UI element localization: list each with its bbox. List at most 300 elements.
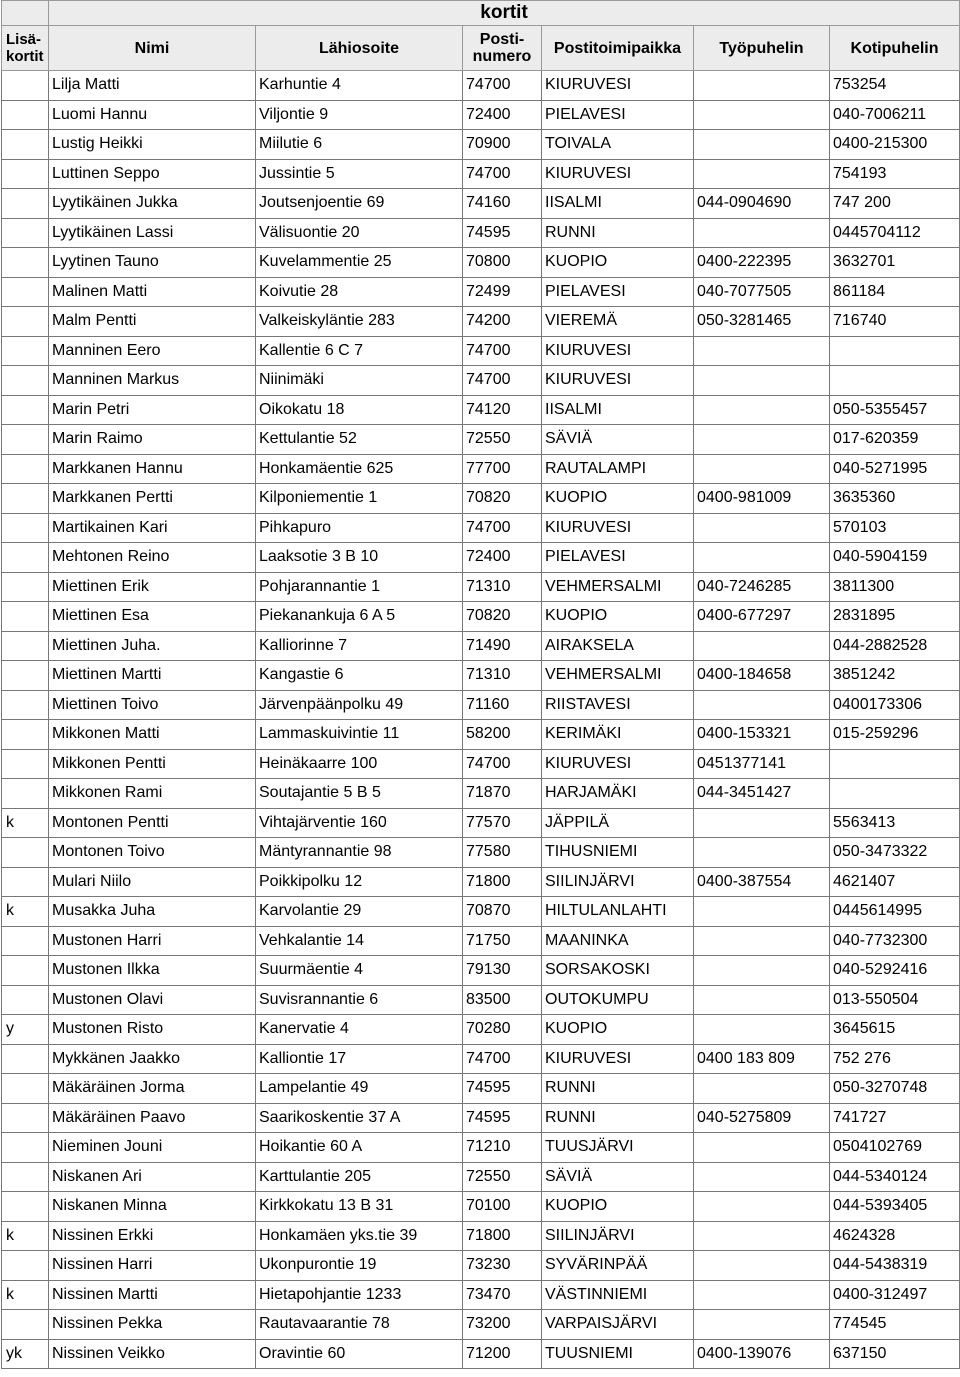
cell-address: Lammaskuivintie 11 [256,720,463,750]
cell-lisakortit: yk [2,1339,49,1369]
cell-city: RUNNI [542,1103,694,1133]
cell-home-phone: 044-5340124 [830,1162,960,1192]
cell-name: Mustonen Olavi [49,985,256,1015]
cell-name: Mulari Niilo [49,867,256,897]
cell-work-phone: 0400-981009 [694,484,830,514]
cell-lisakortit [2,189,49,219]
cell-home-phone: 752 276 [830,1044,960,1074]
cell-home-phone: 774545 [830,1310,960,1340]
cell-work-phone [694,808,830,838]
cell-lisakortit [2,690,49,720]
cell-city: IISALMI [542,395,694,425]
table-row [2,720,960,750]
cell-zip: 70870 [463,897,542,927]
cell-city: KIURUVESI [542,1044,694,1074]
cell-address: Saarikoskentie 37 A [256,1103,463,1133]
cell-lisakortit [2,159,49,189]
cell-lisakortit [2,661,49,691]
cell-lisakortit [2,1251,49,1281]
cell-address: Kettulantie 52 [256,425,463,455]
cell-work-phone: 0400 183 809 [694,1044,830,1074]
cell-lisakortit: k [2,1280,49,1310]
cell-name: Mikkonen Pentti [49,749,256,779]
cell-work-phone: 044-0904690 [694,189,830,219]
cell-lisakortit [2,838,49,868]
cell-zip: 58200 [463,720,542,750]
table-row [2,277,960,307]
cell-zip: 70900 [463,130,542,160]
cell-address: Honkamäen yks.tie 39 [256,1221,463,1251]
cell-lisakortit [2,1162,49,1192]
cell-address: Oravintie 60 [256,1339,463,1369]
cell-zip: 73230 [463,1251,542,1281]
table-row [2,985,960,1015]
cell-work-phone [694,130,830,160]
cell-city: RUNNI [542,1074,694,1104]
cell-address: Kilponiementie 1 [256,484,463,514]
cell-address: Jussintie 5 [256,159,463,189]
cell-name: Marin Raimo [49,425,256,455]
cell-city: TIHUSNIEMI [542,838,694,868]
cell-home-phone: 5563413 [830,808,960,838]
cell-city: KIURUVESI [542,366,694,396]
cell-city: SIILINJÄRVI [542,1221,694,1251]
table-row [2,808,960,838]
cell-work-phone: 0400-677297 [694,602,830,632]
cell-lisakortit [2,277,49,307]
cell-home-phone: 0504102769 [830,1133,960,1163]
table-row [2,926,960,956]
cell-zip: 71870 [463,779,542,809]
cell-name: Mustonen Harri [49,926,256,956]
cell-zip: 72400 [463,100,542,130]
cell-lisakortit: k [2,897,49,927]
cell-city: PIELAVESI [542,277,694,307]
lisakortit-label: Lisä- kortit [6,31,44,65]
cell-home-phone: 4621407 [830,867,960,897]
table-row [2,779,960,809]
cell-address: Soutajantie 5 B 5 [256,779,463,809]
cell-home-phone: 754193 [830,159,960,189]
cell-zip: 71200 [463,1339,542,1369]
cell-city: TUUSNIEMI [542,1339,694,1369]
cell-lisakortit [2,513,49,543]
cell-work-phone [694,366,830,396]
cell-city: RIISTAVESI [542,690,694,720]
cell-work-phone: 044-3451427 [694,779,830,809]
cell-city: KUOPIO [542,248,694,278]
cell-city: KERIMÄKI [542,720,694,750]
table-row [2,1310,960,1340]
cell-lisakortit [2,71,49,101]
cell-address: Hietapohjantie 1233 [256,1280,463,1310]
cell-address: Laaksotie 3 B 10 [256,543,463,573]
cell-zip: 71800 [463,1221,542,1251]
cell-name: Nissinen Martti [49,1280,256,1310]
cell-city: SÄVIÄ [542,1162,694,1192]
table-row [2,1251,960,1281]
cell-work-phone [694,454,830,484]
table-row [2,867,960,897]
cell-lisakortit [2,454,49,484]
table-row [2,484,960,514]
table-row [2,425,960,455]
table-title: kortit [49,1,960,26]
cell-address: Suvisrannantie 6 [256,985,463,1015]
cell-address: Kalliontie 17 [256,1044,463,1074]
cell-home-phone: 044-5393405 [830,1192,960,1222]
cell-zip: 70820 [463,602,542,632]
cell-name: Lyytikäinen Lassi [49,218,256,248]
cell-name: Nissinen Pekka [49,1310,256,1340]
cell-city: PIELAVESI [542,543,694,573]
table-row [2,1103,960,1133]
cell-name: Niskanen Minna [49,1192,256,1222]
cell-address: Karhuntie 4 [256,71,463,101]
cell-home-phone: 637150 [830,1339,960,1369]
cell-home-phone: 0445704112 [830,218,960,248]
table-row [2,307,960,337]
cell-work-phone [694,71,830,101]
cell-zip: 74700 [463,366,542,396]
cell-city: VEHMERSALMI [542,661,694,691]
cell-lisakortit [2,867,49,897]
cell-zip: 71160 [463,690,542,720]
cell-city: VIEREMÄ [542,307,694,337]
cell-home-phone: 741727 [830,1103,960,1133]
cell-city: KIURUVESI [542,749,694,779]
cell-home-phone [830,336,960,366]
cell-work-phone [694,159,830,189]
cell-address: Hoikantie 60 A [256,1133,463,1163]
table-row [2,897,960,927]
cell-home-phone: 0400173306 [830,690,960,720]
cell-city: KUOPIO [542,484,694,514]
cell-zip: 71490 [463,631,542,661]
cell-name: Lilja Matti [49,71,256,101]
cell-city: RUNNI [542,218,694,248]
cell-work-phone: 0400-387554 [694,867,830,897]
cell-home-phone: 050-5355457 [830,395,960,425]
table-row [2,366,960,396]
table-row [2,1192,960,1222]
table-row [2,690,960,720]
cell-work-phone: 0400-222395 [694,248,830,278]
cell-name: Nissinen Erkki [49,1221,256,1251]
postinumero-label: Posti- numero [472,31,532,65]
cell-lisakortit [2,1192,49,1222]
cell-name: Montonen Toivo [49,838,256,868]
cell-work-phone: 0400-184658 [694,661,830,691]
cell-city: SYVÄRINPÄÄ [542,1251,694,1281]
cell-work-phone [694,1133,830,1163]
cell-work-phone [694,690,830,720]
cell-work-phone [694,100,830,130]
cell-name: Lustig Heikki [49,130,256,160]
cell-zip: 73200 [463,1310,542,1340]
table-row [2,1133,960,1163]
cell-zip: 79130 [463,956,542,986]
cell-home-phone: 3632701 [830,248,960,278]
table-row [2,395,960,425]
cell-lisakortit [2,631,49,661]
cell-work-phone [694,218,830,248]
cell-city: AIRAKSELA [542,631,694,661]
cell-zip: 74700 [463,513,542,543]
cell-lisakortit [2,1044,49,1074]
cell-name: Nissinen Veikko [49,1339,256,1369]
cell-home-phone [830,749,960,779]
cell-lisakortit [2,218,49,248]
cell-address: Viljontie 9 [256,100,463,130]
cell-zip: 77580 [463,838,542,868]
cell-work-phone [694,1192,830,1222]
cell-city: RAUTALAMPI [542,454,694,484]
cell-city: OUTOKUMPU [542,985,694,1015]
cell-address: Suurmäentie 4 [256,956,463,986]
cell-lisakortit [2,720,49,750]
cell-address: Karvolantie 29 [256,897,463,927]
cell-lisakortit [2,1074,49,1104]
cell-name: Manninen Markus [49,366,256,396]
cell-work-phone [694,1015,830,1045]
cell-address: Vihtajärventie 160 [256,808,463,838]
table-row [2,838,960,868]
table-row [2,1280,960,1310]
cell-work-phone [694,926,830,956]
cell-work-phone [694,985,830,1015]
cell-name: Marin Petri [49,395,256,425]
cell-zip: 71310 [463,572,542,602]
cell-home-phone: 3635360 [830,484,960,514]
cell-home-phone: 4624328 [830,1221,960,1251]
cell-lisakortit [2,1310,49,1340]
cell-work-phone: 050-3281465 [694,307,830,337]
cell-city: VEHMERSALMI [542,572,694,602]
cell-lisakortit [2,779,49,809]
cell-zip: 70800 [463,248,542,278]
cell-home-phone: 3851242 [830,661,960,691]
table-row [2,1162,960,1192]
cell-name: Mykkänen Jaakko [49,1044,256,1074]
cell-lisakortit [2,100,49,130]
cell-zip: 71800 [463,867,542,897]
cell-home-phone: 040-5271995 [830,454,960,484]
cell-zip: 70280 [463,1015,542,1045]
table-row [2,159,960,189]
cell-name: Nissinen Harri [49,1251,256,1281]
cell-work-phone [694,1280,830,1310]
cell-address: Pohjarannantie 1 [256,572,463,602]
cell-work-phone [694,1221,830,1251]
cell-zip: 74700 [463,749,542,779]
cell-work-phone [694,1074,830,1104]
cell-name: Niskanen Ari [49,1162,256,1192]
cell-lisakortit [2,366,49,396]
cell-zip: 74595 [463,1103,542,1133]
table-row [2,248,960,278]
cell-city: KUOPIO [542,1192,694,1222]
cell-name: Mikkonen Rami [49,779,256,809]
cell-work-phone [694,897,830,927]
cell-zip: 74700 [463,159,542,189]
table-row [2,749,960,779]
cell-zip: 70100 [463,1192,542,1222]
cell-city: VARPAISJÄRVI [542,1310,694,1340]
cell-address: Koivutie 28 [256,277,463,307]
cell-lisakortit: k [2,1221,49,1251]
cell-home-phone: 050-3270748 [830,1074,960,1104]
cell-lisakortit: k [2,808,49,838]
cell-lisakortit: y [2,1015,49,1045]
cell-zip: 74595 [463,1074,542,1104]
cell-home-phone: 0445614995 [830,897,960,927]
cell-address: Rautavaarantie 78 [256,1310,463,1340]
cell-city: TOIVALA [542,130,694,160]
cell-home-phone: 013-550504 [830,985,960,1015]
cell-address: Vehkalantie 14 [256,926,463,956]
table-row [2,1221,960,1251]
cell-zip: 74120 [463,395,542,425]
cell-lisakortit [2,307,49,337]
cell-name: Nieminen Jouni [49,1133,256,1163]
table-row [2,189,960,219]
cell-city: IISALMI [542,189,694,219]
cell-home-phone: 3811300 [830,572,960,602]
cell-city: SORSAKOSKI [542,956,694,986]
cell-name: Martikainen Kari [49,513,256,543]
cell-work-phone [694,838,830,868]
cell-address: Järvenpäänpolku 49 [256,690,463,720]
cell-lisakortit [2,336,49,366]
cell-zip: 71210 [463,1133,542,1163]
cell-city: TUUSJÄRVI [542,1133,694,1163]
cell-name: Montonen Pentti [49,808,256,838]
cell-lisakortit [2,926,49,956]
cell-lisakortit [2,1103,49,1133]
table-row [2,454,960,484]
cell-zip: 74700 [463,1044,542,1074]
cell-work-phone [694,336,830,366]
col-header-nimi: Nimi [49,26,256,71]
cell-lisakortit [2,248,49,278]
cell-name: Malm Pentti [49,307,256,337]
cell-home-phone: 716740 [830,307,960,337]
cell-lisakortit [2,395,49,425]
cell-work-phone [694,1310,830,1340]
cell-name: Mäkäräinen Paavo [49,1103,256,1133]
table-row [2,1339,960,1369]
col-header-lahiosoite: Lähiosoite [256,26,463,71]
cell-home-phone: 0400-312497 [830,1280,960,1310]
col-header-kotipuhelin: Kotipuhelin [830,26,960,71]
cell-name: Mikkonen Matti [49,720,256,750]
table-row [2,218,960,248]
cell-city: VÄSTINNIEMI [542,1280,694,1310]
cell-home-phone: 044-2882528 [830,631,960,661]
cell-lisakortit [2,543,49,573]
cell-zip: 72499 [463,277,542,307]
cell-home-phone: 040-5904159 [830,543,960,573]
cell-city: KUOPIO [542,1015,694,1045]
cell-lisakortit [2,1133,49,1163]
table-row [2,1015,960,1045]
cell-address: Joutsenjoentie 69 [256,189,463,219]
cell-home-phone: 040-7006211 [830,100,960,130]
cell-name: Miettinen Juha. [49,631,256,661]
cell-zip: 71310 [463,661,542,691]
cell-work-phone [694,1251,830,1281]
cell-zip: 83500 [463,985,542,1015]
cell-work-phone [694,631,830,661]
cell-work-phone [694,395,830,425]
cell-address: Kangastie 6 [256,661,463,691]
cell-name: Mäkäräinen Jorma [49,1074,256,1104]
cell-city: KIURUVESI [542,513,694,543]
col-header-tyopuhelin: Työpuhelin [694,26,830,71]
cell-address: Kirkkokatu 13 B 31 [256,1192,463,1222]
cell-lisakortit [2,749,49,779]
cell-zip: 72550 [463,425,542,455]
cell-name: Markkanen Pertti [49,484,256,514]
cell-home-phone: 040-5292416 [830,956,960,986]
cell-address: Valkeiskyläntie 283 [256,307,463,337]
cell-address: Poikkipolku 12 [256,867,463,897]
cell-work-phone: 0451377141 [694,749,830,779]
cell-work-phone: 0400-139076 [694,1339,830,1369]
cell-address: Lampelantie 49 [256,1074,463,1104]
cell-work-phone [694,956,830,986]
table-row [2,130,960,160]
cell-address: Kallentie 6 C 7 [256,336,463,366]
cell-address: Niinimäki [256,366,463,396]
cell-name: Malinen Matti [49,277,256,307]
cell-name: Mehtonen Reino [49,543,256,573]
cell-lisakortit [2,602,49,632]
cell-zip: 74595 [463,218,542,248]
col-header-lisakortit [2,26,49,71]
col-header-postinumero [463,26,542,71]
cell-address: Piekanankuja 6 A 5 [256,602,463,632]
cell-work-phone: 040-5275809 [694,1103,830,1133]
cell-city: HARJAMÄKI [542,779,694,809]
cell-home-phone: 044-5438319 [830,1251,960,1281]
cell-work-phone: 0400-153321 [694,720,830,750]
cell-address: Kuvelammentie 25 [256,248,463,278]
table-body [2,71,960,1369]
cell-lisakortit [2,956,49,986]
table-row [2,1074,960,1104]
table-row [2,1044,960,1074]
cell-lisakortit [2,985,49,1015]
cell-zip: 74200 [463,307,542,337]
cell-name: Markkanen Hannu [49,454,256,484]
cell-home-phone: 050-3473322 [830,838,960,868]
cell-home-phone: 0400-215300 [830,130,960,160]
cell-zip: 71750 [463,926,542,956]
cell-zip: 77700 [463,454,542,484]
cell-zip: 72550 [463,1162,542,1192]
cell-zip: 74700 [463,336,542,366]
cell-work-phone [694,1162,830,1192]
cell-work-phone [694,513,830,543]
cell-name: Mustonen Ilkka [49,956,256,986]
cell-city: SIILINJÄRVI [542,867,694,897]
cell-address: Honkamäentie 625 [256,454,463,484]
cell-home-phone: 570103 [830,513,960,543]
cell-city: SÄVIÄ [542,425,694,455]
cell-zip: 70820 [463,484,542,514]
